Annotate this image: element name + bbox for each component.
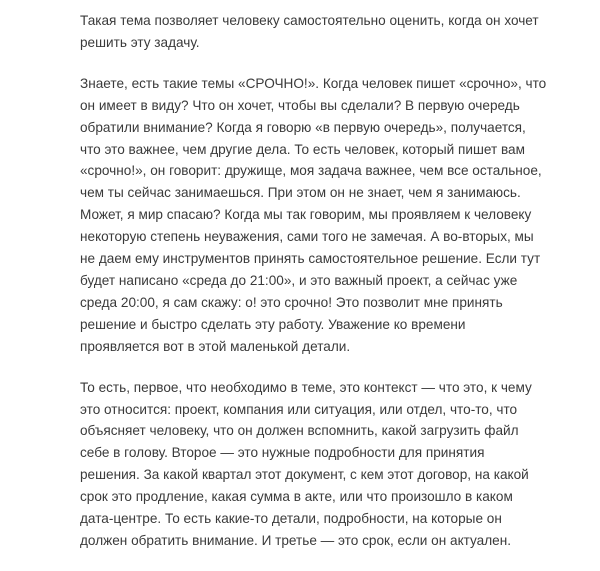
text-line: Знаете, есть такие темы «СРОЧНО!». Когда человек пишет «срочно», что — [80, 75, 547, 91]
text-line: не даем ему инструментов принять самостоятельное решение. Если тут — [80, 251, 541, 267]
text-line: будет написано «среда до 21:00», и это важный проект, а сейчас уже — [80, 272, 518, 288]
text-line: обратили внимание? Когда я говорю «в первую очередь», получается, — [80, 119, 526, 135]
text-line: он имеет в виду? Что он хочет, чтобы вы сделали? В первую очередь — [80, 97, 520, 113]
text-line: некоторую степень неуважения, сами того не замечая. А во-вторых, мы — [80, 229, 534, 245]
text-line: что это важнее, чем другие дела. То есть человек, который пишет вам — [80, 141, 525, 157]
paragraph-3 — [80, 377, 535, 552]
text-line: решить эту задачу. — [80, 34, 200, 50]
article-body — [80, 10, 547, 571]
text-line: проявляется вот в этой маленькой детали. — [80, 338, 351, 354]
text-line: Такая тема позволяет человеку самостоятельно оценить, когда он хочет — [80, 13, 539, 28]
text-line: должен обратить внимание. И третье — это срок, если он актуален. — [80, 532, 512, 548]
text-line: Может, я мир спасаю? Когда мы так говорим, мы проявляем к человеку — [80, 207, 532, 223]
text-line: чем ты сейчас занимаешься. При этом он не знает, чем я занимаюсь. — [80, 185, 521, 201]
paragraph-1 — [80, 10, 539, 54]
text-line: среда 20:00, я сам скажу: о! это срочно! Это позволит мне принять — [80, 294, 503, 310]
text-line: это относится: проект, компания или ситуация, или отдел, что-то, что — [80, 401, 518, 417]
text-line: срок это продление, какая сумма в акте, или что произошло в каком — [80, 489, 513, 505]
text-line: решения. За какой квартал этот документ, с кем этот договор, на какой — [80, 467, 529, 483]
text-line: дата-центре. То есть какие-то детали, подробности, на которые он — [80, 511, 502, 527]
text-line: «срочно!», он говорит: дружище, моя задача важнее, чем все остальное, — [80, 163, 542, 179]
text-line: себе в голову. Второе — это нужные подробности для принятия — [80, 445, 485, 461]
paragraph-2 — [80, 73, 547, 358]
text-line: объясняет человеку, что он должен вспомнить, какой загрузить файл — [80, 423, 519, 439]
text-line: То есть, первое, что необходимо в теме, это контекст — что это, к чему — [80, 379, 532, 395]
text-line: решение и быстро сделать эту работу. Уважение ко времени — [80, 316, 466, 332]
